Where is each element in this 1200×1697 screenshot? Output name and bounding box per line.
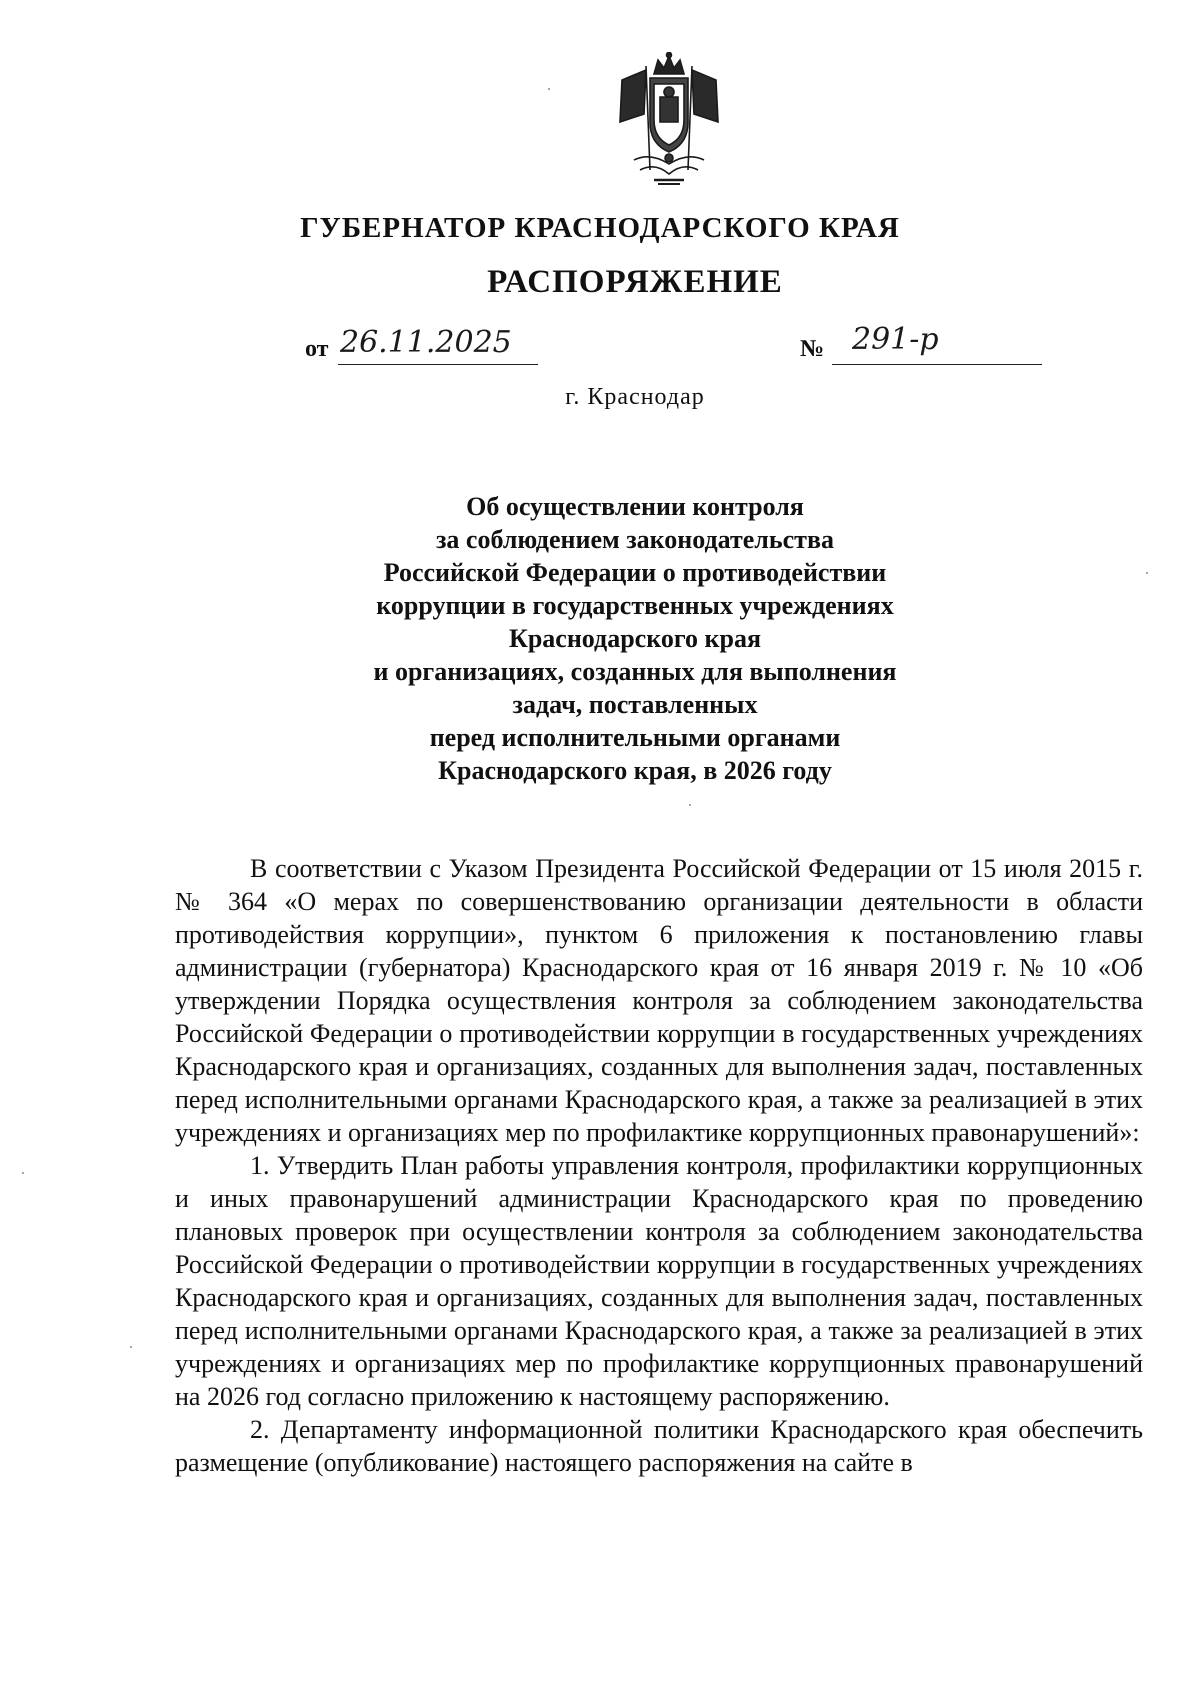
document-title	[0, 490, 1200, 787]
number-underline	[832, 364, 1042, 365]
body-paragraph-preamble: В соответствии с Указом Президента Российской Федерации от 15 июля 2015 г. № 364 «О мерах по совершенствованию организации деятельности в области противодействия коррупции», пунктом 6 приложения к постановлению главы администрации (губернатора) Краснодарского края от 16 января 2019 г. № 10 «Об утверждении Порядка осуществления контроля за соблюдением законодательства Российской Федерации о противодействии коррупции в государственных учреждениях Краснодарского края и организациях, созданных для выполнения задач, поставленных перед исполнительными органами Краснодарского края, а также за реализацией в этих учреждениях и организациях мер по профилактике коррупционных правонарушений»:	[175, 854, 1143, 1147]
handwritten-date: 26.11.2025	[340, 325, 512, 360]
number-prefix: №	[800, 336, 825, 362]
title-line: Краснодарского края, в 2026 году	[438, 756, 832, 785]
date-underline	[338, 364, 538, 365]
title-line: задач, поставленных	[512, 690, 758, 719]
handwritten-number: 291-р	[852, 322, 939, 357]
title-line: и организациях, созданных для выполнения	[373, 657, 897, 686]
scan-speck	[689, 804, 691, 806]
title-line: Российской Федерации о противодействии	[383, 558, 887, 587]
title-line: за соблюдением законодательства	[435, 525, 834, 554]
body-paragraph-item-2: 2. Департаменту информационной политики Краснодарского края обеспечить размещение (опубликование) настоящего распоряжения на сайте в	[175, 1415, 1143, 1477]
issuing-authority: ГУБЕРНАТОР КРАСНОДАРСКОГО КРАЯ	[300, 212, 900, 244]
document-body	[175, 852, 1143, 1479]
document-type: РАСПОРЯЖЕНИЕ	[487, 264, 783, 300]
scan-speck	[1146, 572, 1148, 574]
coat-of-arms-icon	[610, 52, 728, 190]
scan-speck	[22, 1172, 24, 1174]
scan-speck	[130, 1346, 132, 1348]
body-paragraph-item-1: 1. Утвердить План работы управления контроля, профилактики коррупционных и иных правонарушений администрации Краснодарского края по проведению плановых проверок при осуществлении контроля за соблюдением законодательства Российской Федерации о противодействии коррупции в государственных учреждениях Краснодарского края и организациях, созданных для выполнения задач, поставленных перед исполнительными органами Краснодарского края, а также за реализацией в этих учреждениях и организациях мер по профилактике коррупционных правонарушений на 2026 год согласно приложению к настоящему распоряжению.	[175, 1151, 1143, 1411]
title-line: Об осуществлении контроля	[466, 492, 804, 521]
title-line: перед исполнительными органами	[429, 723, 841, 752]
date-prefix: от	[305, 336, 329, 362]
title-line: Краснодарского края	[508, 624, 762, 653]
scan-speck	[548, 88, 550, 90]
issuing-city: г. Краснодар	[565, 384, 705, 410]
title-line: коррупции в государственных учреждениях	[376, 591, 894, 620]
